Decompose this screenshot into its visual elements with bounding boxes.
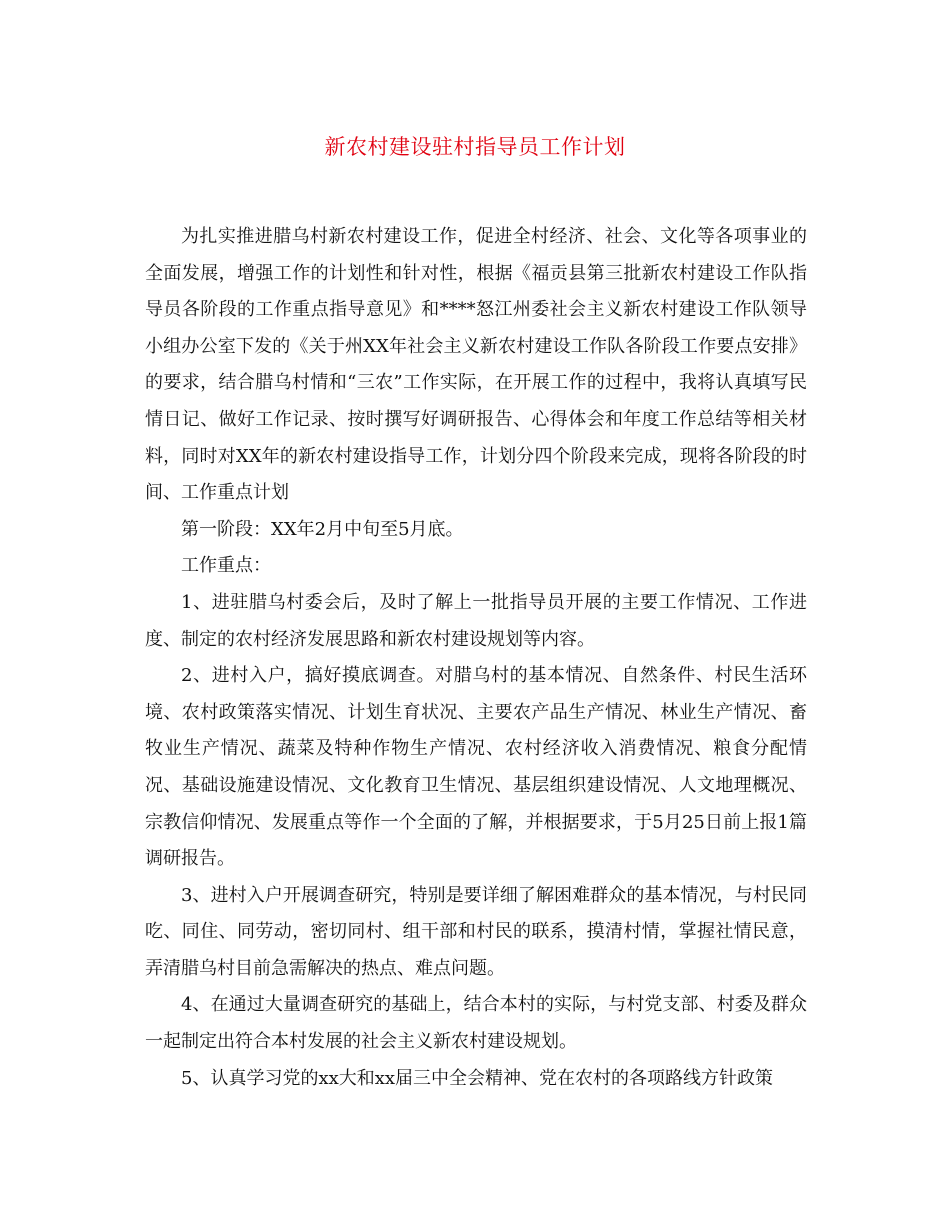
paragraph-item-3: 3、进村入户开展调查研究，特别是要详细了解困难群众的基本情况，与村民同吃、同住、同劳动，密切同村、组干部和村民的联系，摸清村情，掌握社情民意，弄清腊乌村目前急需解决的热点、难点问题。 bbox=[145, 884, 807, 979]
paragraph-item-5: 5、认真学习党的xx大和xx届三中全会精神、党在农村的各项路线方针政策 bbox=[181, 1067, 774, 1089]
document-body bbox=[145, 219, 807, 1097]
paragraph-item-1: 1、进驻腊乌村委会后，及时了解上一批指导员开展的主要工作情况、工作进度、制定的农村经济发展思路和新农村建设规划等内容。 bbox=[145, 591, 807, 650]
paragraph-intro: 为扎实推进腊乌村新农村建设工作，促进全村经济、社会、文化等各项事业的全面发展，增强工作的计划性和针对性，根据《福贡县第三批新农村建设工作队指导员各阶段的工作重点指导意见》和****怒江州委社会主义新农村建设工作队领导小组办公室下发的《关于州XX年社会主义新农村建设工作队各阶段工作要点安排》的要求，结合腊乌村情和“三农”工作实际，在开展工作的过程中，我将认真填写民情日记、做好工作记录、按时撰写好调研报告、心得体会和年度工作总结等相关材料，同时对XX年的新农村建设指导工作，计划分四个阶段来完成，现将各阶段的时间、工作重点计划 bbox=[145, 226, 807, 504]
paragraph-work-focus: 工作重点： bbox=[181, 555, 271, 577]
paragraph-item-4: 4、在通过大量调查研究的基础上，结合本村的实际，与村党支部、村委及群众一起制定出符合本村发展的社会主义新农村建设规划。 bbox=[145, 994, 807, 1053]
paragraph-phase-one: 第一阶段：XX年2月中旬至5月底。 bbox=[181, 518, 464, 540]
paragraph-item-2: 2、进村入户，搞好摸底调查。对腊乌村的基本情况、自然条件、村民生活环境、农村政策落实情况、计划生育状况、主要农产品生产情况、林业生产情况、畜牧业生产情况、蔬菜及特种作物生产情况、农村经济收入消费情况、粮食分配情况、基础设施建设情况、文化教育卫生情况、基层组织建设情况、人文地理概况、宗教信仰情况、发展重点等作一个全面的了解，并根据要求，于5月25日前上报1篇调研报告。 bbox=[145, 665, 807, 870]
document-title: 新农村建设驻村指导员工作计划 bbox=[324, 135, 626, 159]
